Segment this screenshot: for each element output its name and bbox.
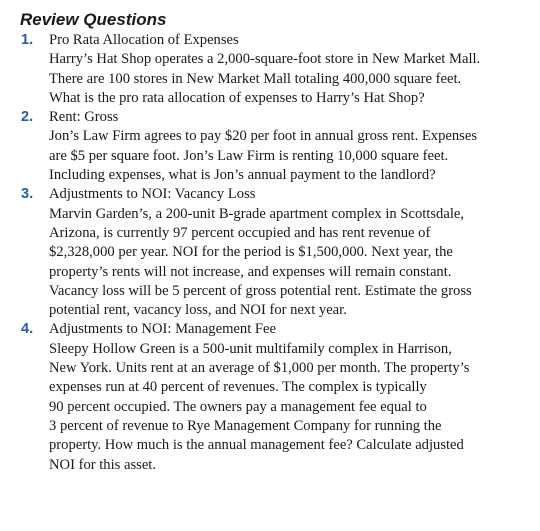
question-title: Adjustments to NOI: Management Fee [49,321,276,338]
question-body [49,320,532,474]
question-body [49,108,532,185]
question-number: 2. [21,109,34,126]
question-title: Rent: Gross [49,109,119,126]
question-text: Harry’s Hat Shop operates a 2,000-square-foot store in New Market Mall. There are 100 stores in New Market Mall totaling 400,000 square feet. What is the pro rata allocation of expenses to Harry’s Hat Shop? [49,51,481,106]
question-number: 3. [21,186,34,203]
question-number: 4. [21,321,34,338]
question-2 [20,108,532,185]
question-3 [20,185,532,320]
review-questions-section [20,10,532,475]
question-4 [20,320,532,474]
question-1 [20,31,532,108]
question-text: Sleepy Hollow Green is a 500-unit multifamily complex in Harrison, New York. Units rent at an average of $1,000 per month. The property’s expenses run at 40 percent of revenues. The complex is typically 90 percent occupied. The owners pay a management fee equal to 3 percent of revenue to Rye Management Company for running the property. How much is the annual management fee? Calculate adjusted NOI for this asset. [49,340,470,473]
question-body [49,31,532,108]
question-number: 1. [21,32,34,48]
question-text: Marvin Garden’s, a 200-unit B-grade apartment complex in Scottsdale, Arizona, is currently 97 percent occupied and has rent revenue of $2,328,000 per year. NOI for the period is $1,500,000. Next year, the property’s rents will not increase, and expenses will remain constant. Vacancy loss will be 5 percent of gross potential rent. Estimate the gross potential rent, vacancy loss, and NOI for next year. [49,205,472,319]
section-heading: Review Questions [20,10,167,29]
question-title: Pro Rata Allocation of Expenses [49,32,239,48]
question-body [49,185,532,320]
question-text: Jon’s Law Firm agrees to pay $20 per foot in annual gross rent. Expenses are $5 per square foot. Jon’s Law Firm is renting 10,000 square feet. Including expenses, what is Jon’s annual payment to the landlord? [49,128,477,184]
question-title: Adjustments to NOI: Vacancy Loss [49,186,256,203]
